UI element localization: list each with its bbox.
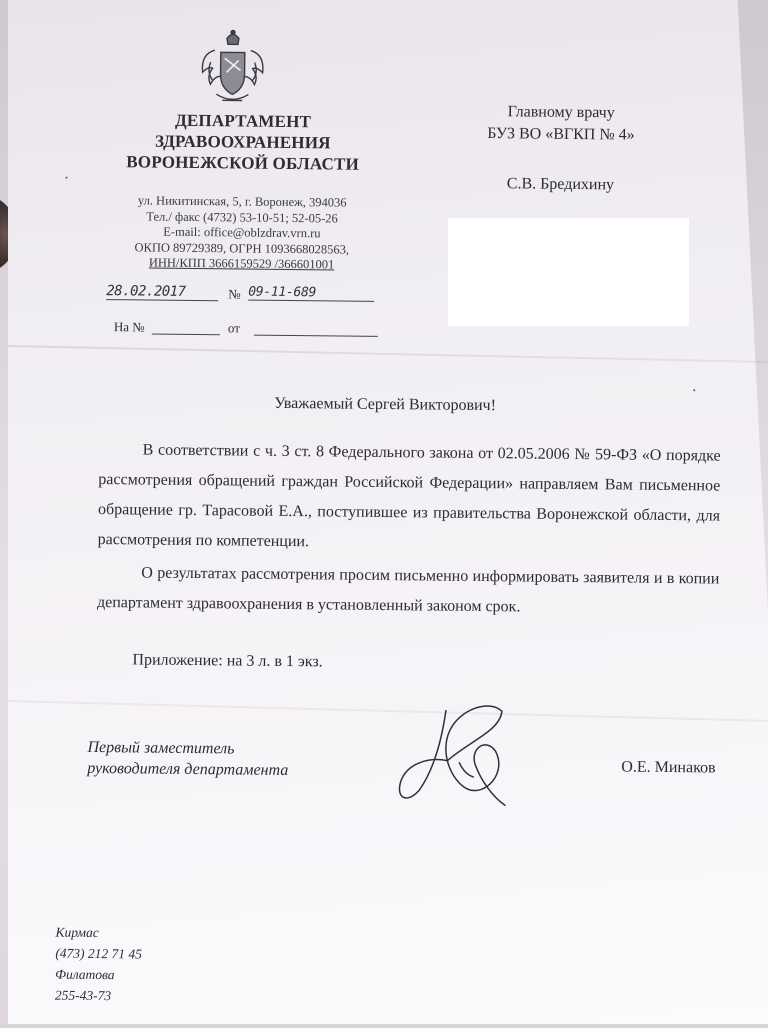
recipient-organization: БУЗ ВО «ВГКП № 4» [487, 125, 635, 144]
executor-name: Кирмас [55, 924, 99, 941]
executors-block [55, 922, 216, 1008]
sender-inn-kpp: ИНН/КПП 3666159529 /366601001 [148, 255, 335, 272]
executor-phone: 255-43-73 [54, 987, 112, 1004]
speck [65, 177, 67, 179]
sender-address: ул. Никитинская, 5, г. Воронеж, 394036 [137, 193, 347, 210]
reference-from-label: от [227, 320, 241, 336]
signatory-title-line: Первый заместитель [87, 738, 235, 758]
signatory-title [87, 737, 347, 782]
reference-line [114, 319, 384, 342]
department-line: ЗДРАВООХРАНЕНИЯ [154, 131, 331, 153]
coat-of-arms-icon [196, 28, 269, 109]
reference-number-blank [152, 334, 220, 336]
sender-phone-fax: Тел./ факс (4732) 53-10-51; 52-05-26 [146, 208, 338, 225]
recipient-block [465, 101, 656, 197]
executor-phone: (473) 212 71 45 [55, 945, 143, 962]
registration-number: 09-11-689 [248, 285, 374, 302]
attachment-note: Приложение: на 3 л. в 1 экз. [132, 651, 323, 671]
body-paragraph: О результатах рассмотрения просим письменно информировать заявителя и в копии департамент здравоохранения в установленный законом срок. [96, 564, 720, 616]
sender-contacts [101, 193, 384, 273]
redaction-box [448, 218, 689, 326]
handwritten-signature [389, 700, 520, 811]
reference-date-blank [254, 335, 378, 337]
reference-label: На № [113, 319, 145, 335]
executor-name: Филатова [55, 966, 115, 983]
recipient-name: С.В. Бредихину [506, 175, 615, 194]
sender-okpo-ogrn: ОКПО 89729389, ОГРН 1093668028563, [134, 239, 350, 257]
recipient-position: Главному врачу [507, 103, 615, 122]
signatory-name: О.Е. Минаков [621, 758, 716, 777]
department-name [112, 109, 375, 175]
registration-line [102, 285, 382, 308]
body-paragraph: В соответствии с ч. 3 ст. 8 Федерального закона от 02.05.2006 № 59-ФЗ «О порядке рассмотрения обращений граждан Российской Федерации» направляем Вам письменное обращение гр. Тарасовой Е.А., поступившее из правительства Воронежской области, для рассмотрения по компетенции. [97, 441, 721, 551]
registration-number-label: № [228, 286, 241, 302]
greeting: Уважаемый Сергей Викторович! [274, 394, 497, 415]
department-line: ВОРОНЕЖСКОЙ ОБЛАСТИ [126, 152, 360, 174]
department-line: ДЕПАРТАМЕНТ [174, 110, 312, 132]
signatory-title-line: руководителя департамента [87, 759, 289, 780]
registration-date: 28.02.2017 [106, 283, 218, 301]
speck [693, 389, 695, 391]
sender-email: E-mail: office@oblzdrav.vrn.ru [163, 224, 321, 241]
